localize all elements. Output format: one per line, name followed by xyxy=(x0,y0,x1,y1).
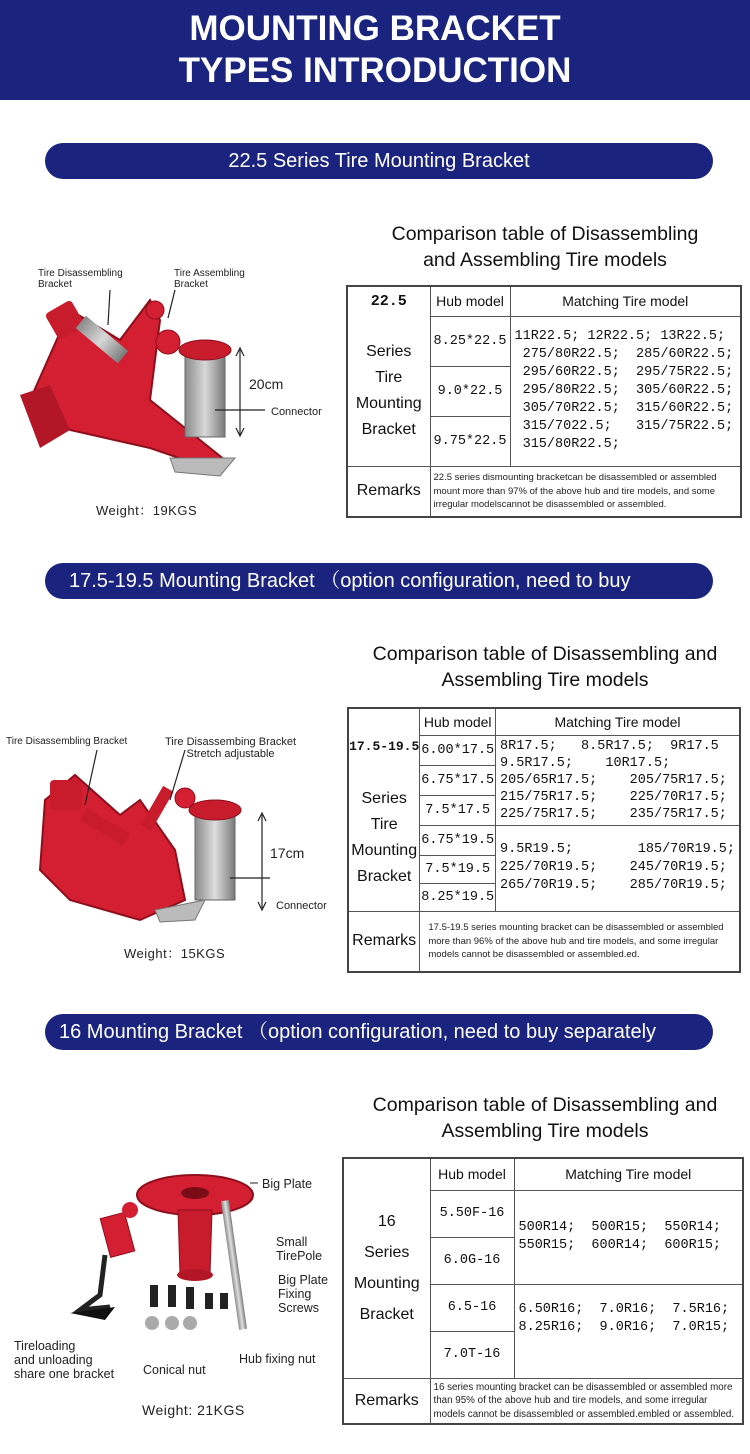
hub-model-header: Hub model xyxy=(420,708,496,735)
label-hub-fixing-nut: Hub fixing nut xyxy=(239,1352,316,1366)
label-tire-disassembling: Tire Disassembling Bracket xyxy=(38,268,123,290)
bracket-17-5-image xyxy=(25,760,295,935)
label-connector: Connector xyxy=(271,406,322,418)
hub-model-header: Hub model xyxy=(430,286,510,316)
hub-cell: 7.5*17.5 xyxy=(420,795,496,825)
banner-title-line2: TYPES INTRODUCTION xyxy=(178,51,572,90)
hub-cell: 6.5-16 xyxy=(430,1284,514,1331)
label-height-20cm: 20cm xyxy=(249,376,284,392)
hub-cell: 7.5*19.5 xyxy=(420,855,496,883)
table-title-17-5: Comparison table of Disassembling and Assembling Tire models xyxy=(372,643,718,691)
hub-cell: 9.0*22.5 xyxy=(430,366,510,416)
series-label: Series Tire Mounting Bracket xyxy=(347,316,430,466)
hub-cell: 6.00*17.5 xyxy=(420,735,496,765)
remarks-label: Remarks xyxy=(348,911,420,972)
tire-models-cell-16: 6.50R16; 7.0R16; 7.5R16; 8.25R16; 9.0R16; 7.0R15; xyxy=(514,1284,743,1378)
tire-models-cell-19-5: 9.5R19.5; 185/70R19.5; 225/70R19.5; 245/70R19.5; 265/70R19.5; 285/70R19.5; xyxy=(496,825,740,911)
hub-cell: 7.0T-16 xyxy=(430,1331,514,1378)
remarks-label: Remarks xyxy=(347,466,430,517)
section-16-pill: 16 Mounting Bracket （option configuration, need to buy separately xyxy=(45,1014,713,1050)
section-17-5-pill: 17.5-19.5 Mounting Bracket （option configuration, need to buy separately xyxy=(45,563,713,599)
hub-cell: 5.50F-16 xyxy=(430,1190,514,1237)
tire-models-cell-17-5: 8R17.5; 8.5R17.5; 9R17.5 9.5R17.5; 10R17.5; 205/65R17.5; 205/75R17.5; 215/75R17.5; 225/70R17.5; 225/75R17.5; 235/75R17.5; xyxy=(496,735,740,825)
series-code: 17.5-19.5 xyxy=(348,708,420,765)
label-connector: Connector xyxy=(276,900,327,912)
label-height-17cm: 17cm xyxy=(270,845,305,861)
hub-cell: 6.0G-16 xyxy=(430,1237,514,1284)
tire-models-cell-14-15: 500R14; 500R15; 550R14; 550R15; 600R14; 600R15; xyxy=(514,1190,743,1284)
bracket-22-5-image xyxy=(10,280,340,490)
series-label: 16 Series Mounting Bracket xyxy=(343,1158,430,1378)
series-code: 22.5 xyxy=(347,286,430,316)
tire-model-header: Matching Tire model xyxy=(510,286,741,316)
label-weight-19kgs: Weight：19KGS xyxy=(96,503,198,518)
hub-cell: 8.25*22.5 xyxy=(430,316,510,366)
comparison-table-22-5 xyxy=(346,285,742,518)
remarks-text: 22.5 series dismounting bracketcan be disassembled or assembled mount more than 97% of the above hub and tire models, and some irregular modelscannot be disassembled or assembled. xyxy=(430,466,741,517)
label-tire-assembling: Tire Assembling Bracket xyxy=(174,268,245,290)
label-weight-21kgs: Weight: 21KGS xyxy=(142,1402,245,1418)
tire-model-header: Matching Tire model xyxy=(496,708,740,735)
remarks-text: 16 series mounting bracket can be disassembled or assembled more than 95% of the above hub and tire models, and some irregular models cannot be disassembled or assembled.embled or assembled. xyxy=(430,1378,743,1424)
tire-model-header: Matching Tire model xyxy=(514,1158,743,1190)
series-label: Series Tire Mounting Bracket xyxy=(348,765,420,911)
remarks-text: 17.5-19.5 series mounting bracket can be disassembled or assembled more than 96% of the above hub and tire models, and some irregular models cannot be disassembled or assembled.ed. xyxy=(420,911,740,972)
hub-cell: 8.25*19.5 xyxy=(420,883,496,911)
tire-models-cell: 11R22.5; 12R22.5; 13R22.5; 275/80R22.5; 285/60R22.5; 295/60R22.5; 295/75R22.5; 295/80R22.5; 305/60R22.5; 305/70R22.5; 315/60R22.5; 315/7022.5; 315/75R22.5; 315/80R22.5; xyxy=(510,316,741,466)
label-tire-disassembling: Tire Disassembling Bracket xyxy=(6,736,128,747)
page-banner xyxy=(0,0,750,100)
label-weight-15kgs: Weight：15KGS xyxy=(124,946,226,961)
bracket-16-image xyxy=(60,1175,280,1340)
label-share-one-bracket: Tireloading and unloading share one bracket xyxy=(14,1339,115,1381)
label-stretch-adjustable: Tire Disassembing Bracket Stretch adjustable xyxy=(165,736,297,760)
label-big-plate: Big Plate xyxy=(262,1177,313,1191)
section-22-5-pill: 22.5 Series Tire Mounting Bracket xyxy=(45,143,713,179)
hub-cell: 6.75*19.5 xyxy=(420,825,496,855)
hub-cell: 6.75*17.5 xyxy=(420,765,496,795)
comparison-table-16 xyxy=(342,1157,744,1425)
label-big-plate-fixing-screws: Big Plate Fixing Screws xyxy=(278,1273,329,1315)
label-conical-nut: Conical nut xyxy=(143,1363,206,1377)
table-title-22-5: Comparison table of Disassembling and Assembling Tire models xyxy=(391,223,699,271)
hub-model-header: Hub model xyxy=(430,1158,514,1190)
remarks-label: Remarks xyxy=(343,1378,430,1424)
banner-title-line1: MOUNTING BRACKET xyxy=(189,9,561,48)
comparison-table-17-5 xyxy=(347,707,741,973)
table-title-16: Comparison table of Disassembling and Assembling Tire models xyxy=(372,1094,718,1142)
label-small-tire-pole: Small TirePole xyxy=(276,1235,323,1263)
hub-cell: 9.75*22.5 xyxy=(430,416,510,466)
